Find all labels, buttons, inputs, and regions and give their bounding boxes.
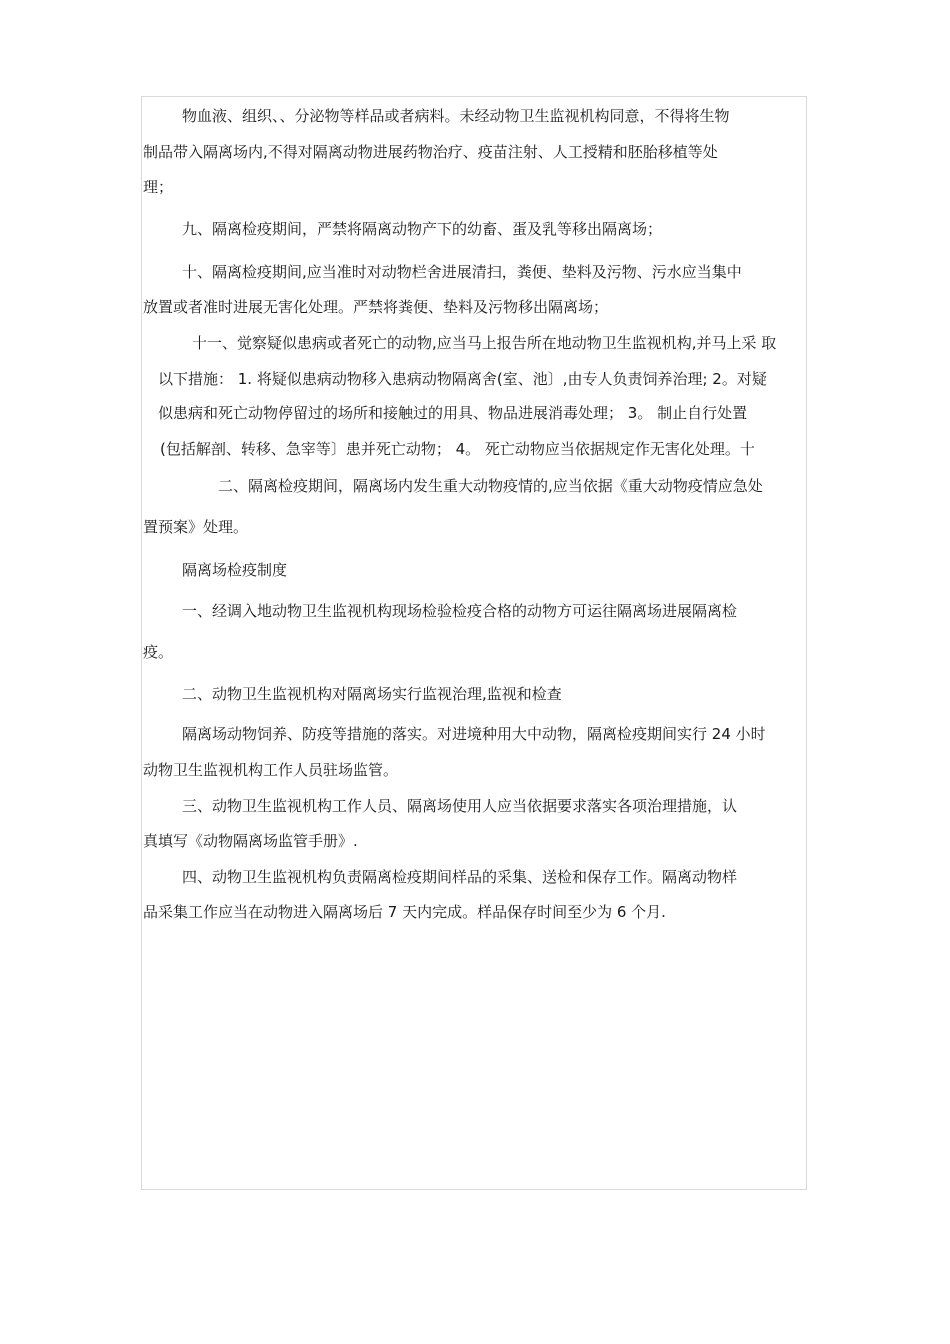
- text-line: 二、隔离检疫期间，隔离场内发生重大动物疫情的,应当依据《重大动物疫情应急处: [218, 477, 763, 495]
- text-line: 四、动物卫生监视机构负责隔离检疫期间样品的采集、送检和保存工作。隔离动物样: [182, 868, 738, 886]
- section-title: 隔离场检疫制度: [182, 561, 288, 579]
- text-line: 九、隔离检疫期间，严禁将隔离动物产下的幼畜、蛋及乳等移出隔离场；: [182, 220, 663, 238]
- text-line: 三、动物卫生监视机构工作人员、隔离场使用人应当依据要求落实各项治理措施，认: [182, 797, 738, 815]
- text-line: 十、隔离检疫期间,应当准时对动物栏舍进展清扫，粪便、垫料及污物、污水应当集中: [182, 263, 742, 281]
- text-line: 似患病和死亡动物停留过的场所和接触过的用具、物品进展消毒处理； 3。 制止自行处置: [158, 404, 748, 422]
- text-line: 隔离场动物饲养、防疫等措施的落实。对进境种用大中动物，隔离检疫期间实行 24 小时: [182, 725, 766, 743]
- text-line: 动物卫生监视机构工作人员驻场监管。: [143, 761, 399, 779]
- text-line: 放置或者准时进展无害化处理。严禁将粪便、垫料及污物移出隔离场；: [143, 298, 609, 316]
- text-line: 一、经调入地动物卫生监视机构现场检验检疫合格的动物方可运往隔离场进展隔离检: [182, 602, 738, 620]
- text-line: 品采集工作应当在动物进入隔离场后 7 天内完成。样品保存时间至少为 6 个月.: [143, 903, 666, 921]
- text-line: 制品带入隔离场内,不得对隔离动物进展药物治疗、疫苗注射、人工授精和胚胎移植等处: [143, 143, 718, 161]
- text-line: 置预案》处理。: [143, 518, 249, 536]
- text-line: 真填写《动物隔离场监管手册》.: [143, 832, 358, 850]
- text-line: 以下措施： 1. 将疑似患病动物移入患病动物隔离舍(室、池〕,由专人负责饲养治理; 2。对疑: [158, 370, 767, 388]
- text-line: 理；: [143, 178, 174, 196]
- text-line: 物血液、组织、、分泌物等样品或者病料。未经动物卫生监视机构同意，不得将生物: [182, 107, 730, 125]
- text-line: (包括解剖、转移、急宰等〕患并死亡动物； 4。 死亡动物应当依据规定作无害化处理。十: [160, 440, 755, 458]
- text-line: 十一、觉察疑似患病或者死亡的动物,应当马上报告所在地动物卫生监视机构,并马上采 取: [192, 334, 777, 352]
- text-line: 疫。: [143, 643, 174, 661]
- text-line: 二、动物卫生监视机构对隔离场实行监视治理,监视和检查: [182, 685, 562, 703]
